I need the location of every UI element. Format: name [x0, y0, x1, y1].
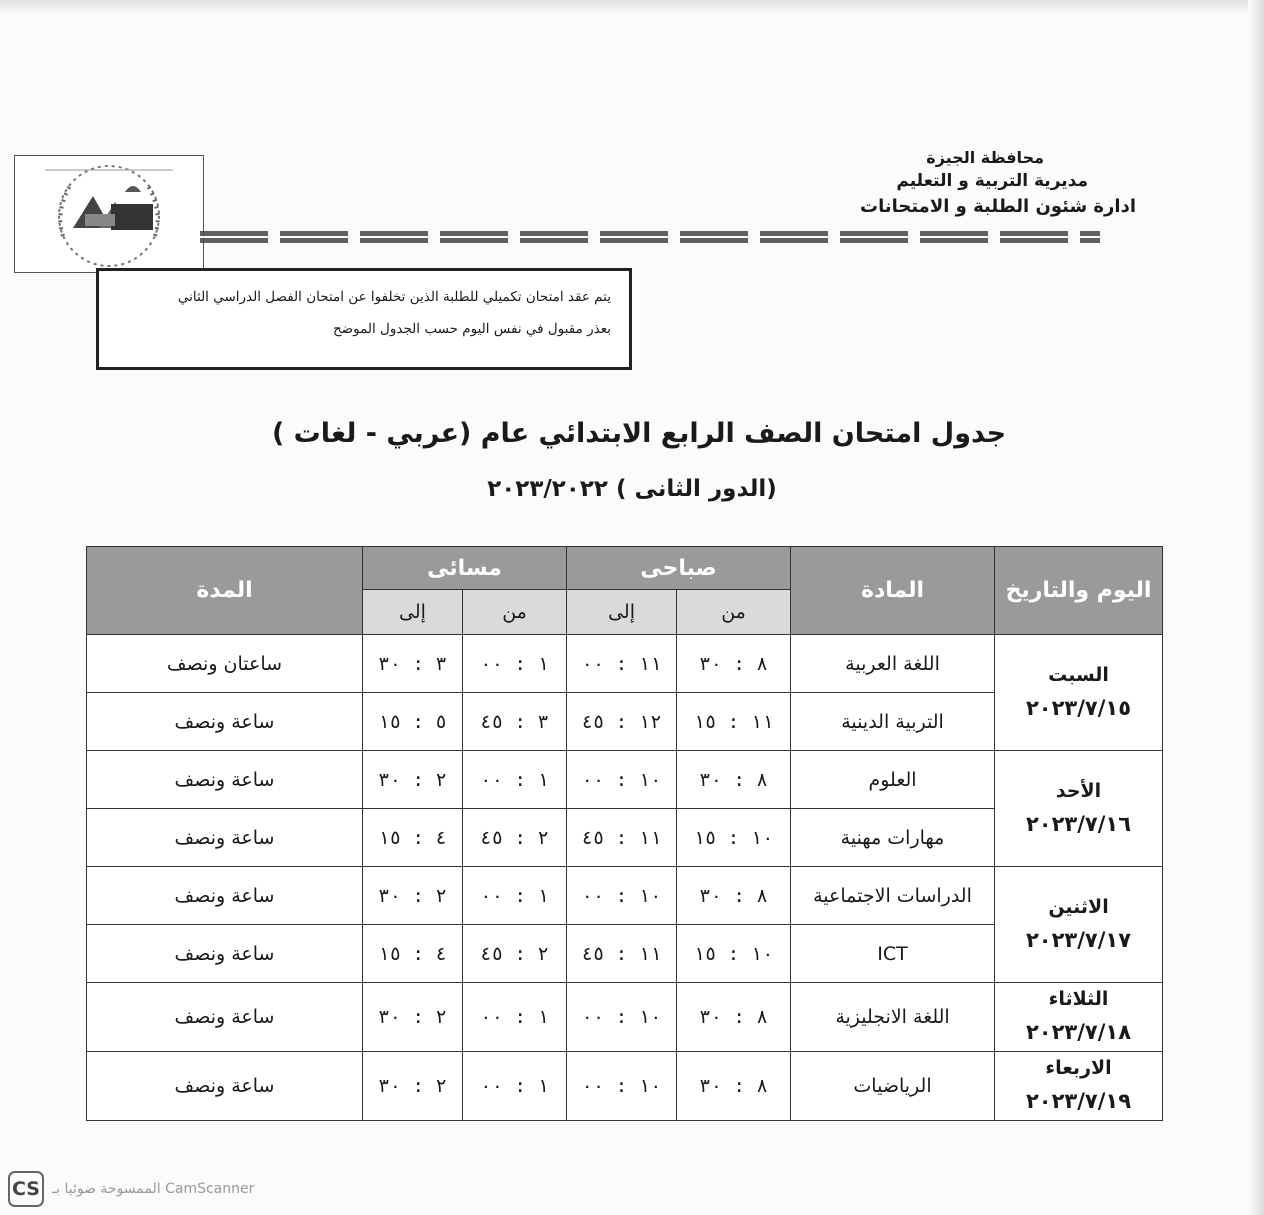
table-row — [87, 635, 1163, 693]
notice-box — [96, 268, 632, 370]
evening-to-cell: ٥ : ١٥ — [363, 693, 463, 751]
evening-to-cell: ٢ : ٣٠ — [363, 983, 463, 1052]
evening-to-cell: ٢ : ٣٠ — [363, 867, 463, 925]
exam-date: ٢٠٢٣/٧/١٩ — [1025, 1089, 1132, 1114]
subject-cell: العلوم — [791, 751, 995, 809]
notice-line-2: بعذر مقبول في نفس اليوم حسب الجدول الموضح — [332, 321, 611, 337]
header-morning: صباحى — [567, 547, 791, 590]
table-row — [87, 1051, 1163, 1120]
morning-to-cell: ١٠ : ٠٠ — [567, 1051, 677, 1120]
exam-date: ٢٠٢٣/٧/١٦ — [1025, 811, 1132, 836]
duration-cell: ساعة ونصف — [87, 809, 363, 867]
governorate-name: محافظة الجيزة — [926, 148, 1044, 167]
exam-schedule-table — [86, 546, 1163, 1121]
day-name: الثلاثاء — [1048, 988, 1109, 1010]
evening-from-cell: ١ : ٠٠ — [463, 867, 567, 925]
duration-cell: ساعة ونصف — [87, 867, 363, 925]
morning-from-cell: ٨ : ٣٠ — [677, 635, 791, 693]
header-duration: المدة — [87, 547, 363, 635]
table-row — [87, 751, 1163, 809]
subject-cell: الرياضيات — [791, 1051, 995, 1120]
table-row — [87, 867, 1163, 925]
exam-date: ٢٠٢٣/٧/١٨ — [1025, 1020, 1132, 1045]
day-date-cell — [995, 867, 1163, 983]
subject-cell: اللغة الانجليزية — [791, 983, 995, 1052]
evening-to-cell: ٢ : ٣٠ — [363, 751, 463, 809]
morning-to-cell: ١٠ : ٠٠ — [567, 751, 677, 809]
header-evening-from: من — [463, 590, 567, 635]
duration-cell: ساعة ونصف — [87, 983, 363, 1052]
camscanner-watermark — [8, 1170, 254, 1208]
subject-cell: اللغة العربية — [791, 635, 995, 693]
morning-from-cell: ١٠ : ١٥ — [677, 809, 791, 867]
duration-cell: ساعة ونصف — [87, 693, 363, 751]
exam-date: ٢٠٢٣/٧/١٥ — [1025, 695, 1132, 720]
subject-cell: مهارات مهنية — [791, 809, 995, 867]
page-subtitle: (الدور الثانى ) ٢٠٢٣/٢٠٢٢ — [487, 476, 777, 502]
scan-top-edge — [0, 0, 1264, 14]
evening-to-cell: ٢ : ٣٠ — [363, 1051, 463, 1120]
page-title: جدول امتحان الصف الرابع الابتدائي عام (عربي - لغات ) — [271, 418, 1007, 449]
exam-date: ٢٠٢٣/٧/١٧ — [1025, 927, 1132, 952]
schedule-body — [87, 635, 1163, 1121]
header-day-date: اليوم والتاريخ — [995, 547, 1163, 635]
evening-from-cell: ٢ : ٤٥ — [463, 809, 567, 867]
header-morning-from: من — [677, 590, 791, 635]
morning-to-cell: ١٢ : ٤٥ — [567, 693, 677, 751]
day-name: الأحد — [1055, 779, 1102, 802]
department-name: ادارة شئون الطلبة و الامتحانات — [860, 195, 1136, 217]
morning-to-cell: ١٠ : ٠٠ — [567, 983, 677, 1052]
evening-from-cell: ١ : ٠٠ — [463, 635, 567, 693]
duration-cell: ساعة ونصف — [87, 925, 363, 983]
morning-from-cell: ٨ : ٣٠ — [677, 751, 791, 809]
duration-cell: ساعتان ونصف — [87, 635, 363, 693]
morning-to-cell: ١٠ : ٠٠ — [567, 867, 677, 925]
logo-emblem-icon — [15, 156, 203, 272]
evening-from-cell: ١ : ٠٠ — [463, 751, 567, 809]
morning-from-cell: ١٠ : ١٥ — [677, 925, 791, 983]
header-morning-to: إلى — [567, 590, 677, 635]
duration-cell: ساعة ونصف — [87, 1051, 363, 1120]
subject-cell: الدراسات الاجتماعية — [791, 867, 995, 925]
day-date-cell — [995, 1051, 1163, 1120]
header-subject: المادة — [791, 547, 995, 635]
morning-from-cell: ٨ : ٣٠ — [677, 1051, 791, 1120]
evening-from-cell: ٢ : ٤٥ — [463, 925, 567, 983]
day-name: الاثنين — [1048, 895, 1109, 918]
governorate-logo — [14, 155, 204, 273]
morning-from-cell: ٨ : ٣٠ — [677, 983, 791, 1052]
morning-from-cell: ٨ : ٣٠ — [677, 867, 791, 925]
header-evening: مسائى — [363, 547, 567, 590]
subject-cell: ICT — [791, 925, 995, 983]
document-header — [860, 146, 1136, 220]
morning-to-cell: ١١ : ٠٠ — [567, 635, 677, 693]
directorate-name: مديرية التربية و التعليم — [896, 171, 1088, 192]
evening-from-cell: ١ : ٠٠ — [463, 1051, 567, 1120]
duration-cell: ساعة ونصف — [87, 751, 363, 809]
evening-to-cell: ٤ : ١٥ — [363, 925, 463, 983]
evening-to-cell: ٣ : ٣٠ — [363, 635, 463, 693]
subject-cell: التربية الدينية — [791, 693, 995, 751]
camscanner-text: الممسوحة ضوئيا بـ CamScanner — [52, 1181, 255, 1197]
notice-line-1: يتم عقد امتحان تكميلي للطلبة الذين تخلفوا عن امتحان الفصل الدراسي الثاني — [177, 289, 611, 305]
evening-to-cell: ٤ : ١٥ — [363, 809, 463, 867]
table-row — [87, 983, 1163, 1052]
day-date-cell — [995, 983, 1163, 1052]
day-date-cell — [995, 751, 1163, 867]
scan-right-edge — [1248, 0, 1264, 1215]
morning-from-cell: ١١ : ١٥ — [677, 693, 791, 751]
morning-to-cell: ١١ : ٤٥ — [567, 925, 677, 983]
evening-from-cell: ٣ : ٤٥ — [463, 693, 567, 751]
camscanner-logo-icon: CS — [8, 1171, 44, 1207]
evening-from-cell: ١ : ٠٠ — [463, 983, 567, 1052]
day-name: الاربعاء — [1045, 1056, 1112, 1079]
morning-to-cell: ١١ : ٤٥ — [567, 809, 677, 867]
day-date-cell — [995, 635, 1163, 751]
header-evening-to: إلى — [363, 590, 463, 635]
day-name: السبت — [1048, 663, 1109, 686]
